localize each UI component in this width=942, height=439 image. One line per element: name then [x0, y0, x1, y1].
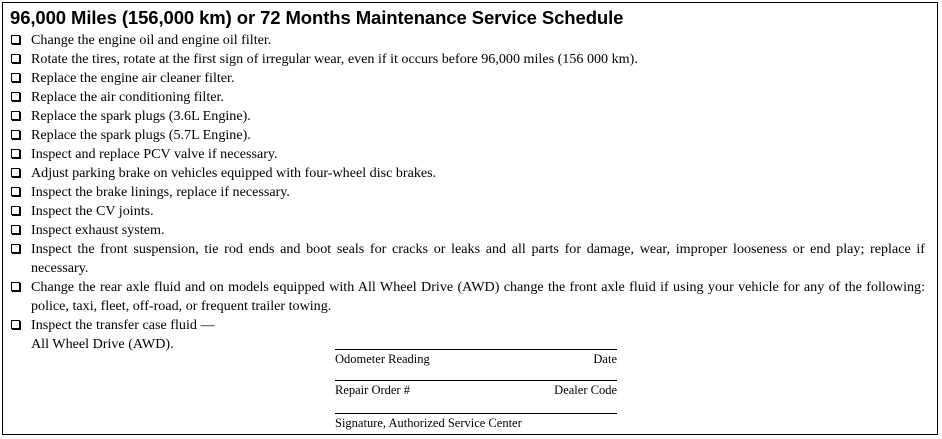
checklist-item: Inspect and replace PCV valve if necessary.: [10, 145, 925, 164]
checkbox-icon[interactable]: [11, 92, 20, 101]
checkbox-icon[interactable]: [11, 54, 20, 63]
checkbox-icon[interactable]: [11, 244, 20, 253]
checkbox-icon[interactable]: [11, 225, 20, 234]
checkbox-icon[interactable]: [11, 130, 20, 139]
checklist-item: Replace the spark plugs (5.7L Engine).: [10, 126, 925, 145]
dealer-code-label: Dealer Code: [554, 383, 617, 397]
service-checklist: [10, 31, 925, 354]
checkbox-icon[interactable]: [11, 35, 20, 44]
checkbox-icon[interactable]: [11, 206, 20, 215]
checklist-item: Replace the engine air cleaner filter.: [10, 69, 925, 88]
date-label: Date: [593, 352, 617, 366]
checklist-item: Replace the spark plugs (3.6L Engine).: [10, 107, 925, 126]
checklist-item: Inspect the brake linings, replace if necessary.: [10, 183, 925, 202]
checklist-item: Change the engine oil and engine oil filter.: [10, 31, 925, 50]
checkbox-icon[interactable]: [11, 282, 20, 291]
checkbox-icon[interactable]: [11, 73, 20, 82]
odometer-date-line[interactable]: [335, 349, 617, 367]
checkbox-icon[interactable]: [11, 111, 20, 120]
checklist-item: Inspect the CV joints.: [10, 202, 925, 221]
checkbox-icon[interactable]: [11, 320, 20, 329]
checklist-item: Adjust parking brake on vehicles equipped with four-wheel disc brakes.: [10, 164, 925, 183]
checklist-item-transfer-case: Inspect the transfer case fluid — All Wheel Drive (AWD).: [10, 316, 925, 354]
checklist-item: Inspect exhaust system.: [10, 221, 925, 240]
checkbox-icon[interactable]: [11, 168, 20, 177]
service-schedule-box: [2, 2, 938, 435]
checklist-item: Inspect the front suspension, tie rod ends and boot seals for cracks or leaks and all parts for damage, wear, improper looseness or end play; replace if necessary.: [10, 240, 925, 278]
repair-order-line[interactable]: [335, 380, 617, 398]
signature-line[interactable]: [335, 413, 617, 431]
signature-label: Signature, Authorized Service Center: [335, 416, 522, 430]
checkbox-icon[interactable]: [11, 187, 20, 196]
odometer-reading-label: Odometer Reading: [335, 352, 430, 366]
repair-order-label: Repair Order #: [335, 383, 410, 397]
checklist-item: Change the rear axle fluid and on models equipped with All Wheel Drive (AWD) change the front axle fluid if using your vehicle for any of the following: police, taxi, fleet, off-road, or frequent trailer towing.: [10, 278, 925, 316]
checklist-item: Rotate the tires, rotate at the first sign of irregular wear, even if it occurs before 96,000 miles (156 000 km).: [10, 50, 925, 69]
checkbox-icon[interactable]: [11, 149, 20, 158]
checklist-item: Replace the air conditioning filter.: [10, 88, 925, 107]
schedule-title: 96,000 Miles (156,000 km) or 72 Months Maintenance Service Schedule: [10, 7, 624, 28]
